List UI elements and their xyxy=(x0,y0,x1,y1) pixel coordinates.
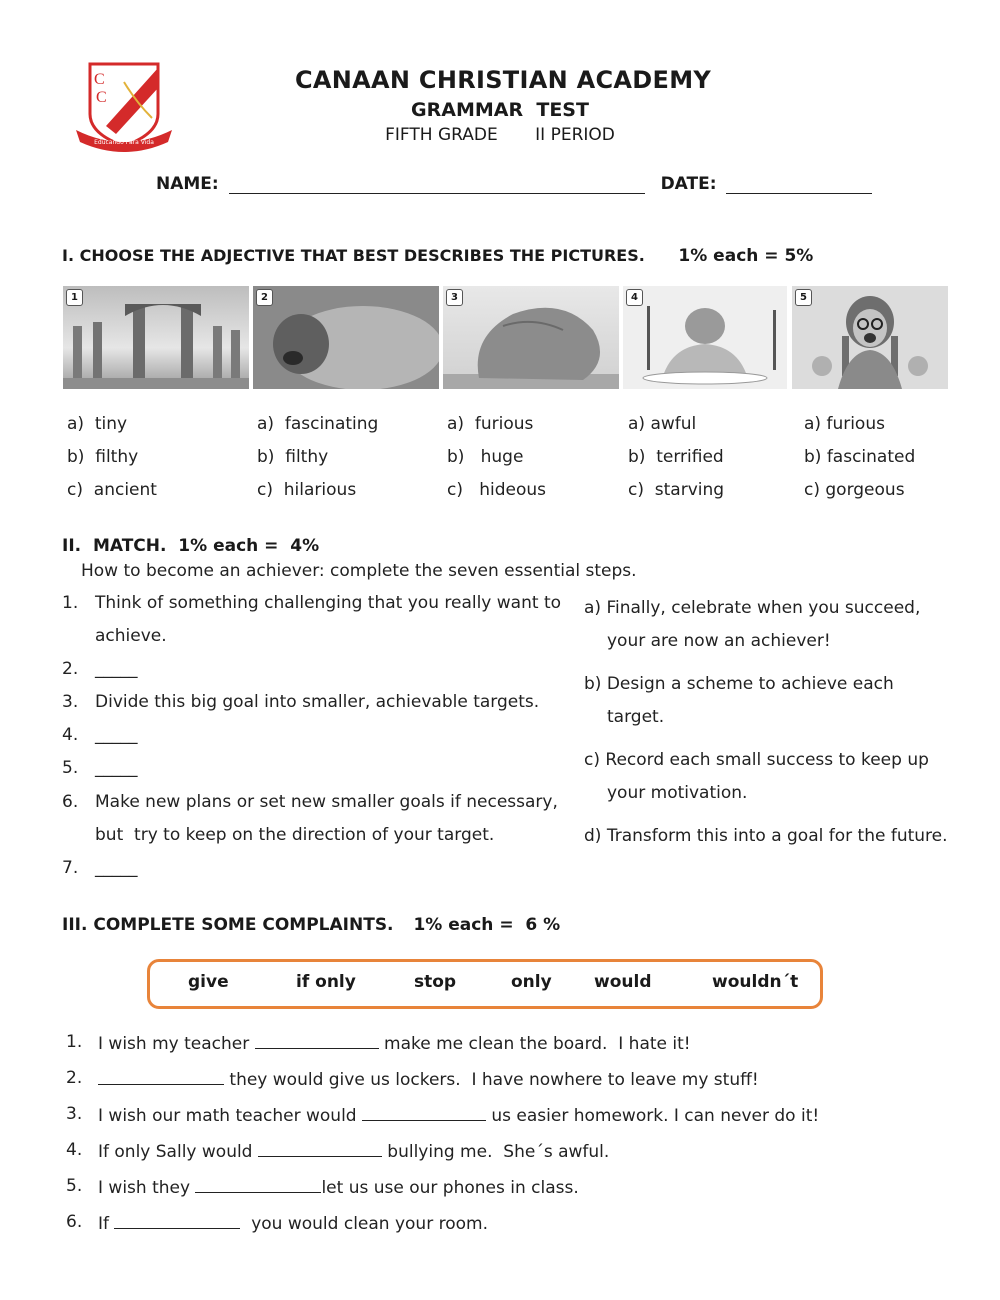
options-picture-1 xyxy=(67,414,157,513)
answer-c-cont: your motivation. xyxy=(607,783,748,803)
option-a[interactable]: a) furious xyxy=(804,414,885,434)
section-2-title: II. MATCH. 1% each = 4% xyxy=(62,536,320,556)
answer-b: b) Design a scheme to achieve each xyxy=(584,674,894,694)
option-b[interactable]: b) fascinated xyxy=(804,447,916,467)
blank-4[interactable] xyxy=(258,1140,382,1157)
option-c[interactable]: c) ancient xyxy=(67,480,157,500)
step-5-blank[interactable]: _____ xyxy=(95,758,138,778)
hungry-child-icon xyxy=(623,286,787,389)
date-field[interactable] xyxy=(726,175,872,194)
sentence-1: 1. I wish my teacher make me clean the board. I hate it! xyxy=(66,1032,691,1054)
options-picture-2 xyxy=(257,414,378,513)
picture-number: 5 xyxy=(795,289,812,306)
picture-3 xyxy=(443,286,619,389)
step-5: 5. _____ xyxy=(62,758,138,778)
school-name: CANAAN CHRISTIAN ACADEMY xyxy=(294,66,712,94)
answer-d: d) Transform this into a goal for the future. xyxy=(584,826,948,846)
option-c[interactable]: c) hilarious xyxy=(257,480,357,500)
options-picture-5 xyxy=(804,414,915,513)
grade-period xyxy=(0,125,1000,145)
word-only: only xyxy=(511,972,552,992)
blank-6[interactable] xyxy=(114,1212,240,1229)
step-3: 3. Divide this big goal into smaller, achievable targets. xyxy=(62,692,540,712)
date-label: DATE: xyxy=(660,174,717,194)
sentence-5: 5. I wish they let us use our phones in class. xyxy=(66,1176,579,1198)
step-4: 4. _____ xyxy=(62,725,138,745)
option-b[interactable]: b) huge xyxy=(447,447,524,467)
grade-label: FIFTH GRADE xyxy=(385,125,498,145)
step-2-blank[interactable]: _____ xyxy=(95,659,138,679)
option-c[interactable]: c) gorgeous xyxy=(804,480,905,500)
option-b[interactable]: b) filthy xyxy=(257,447,329,467)
blank-5[interactable] xyxy=(195,1176,321,1193)
step-6-cont: but try to keep on the direction of your target. xyxy=(95,825,495,845)
option-c[interactable]: c) hideous xyxy=(447,480,546,500)
sentence-4: 4. If only Sally would bullying me. She´s awful. xyxy=(66,1140,610,1162)
picture-1 xyxy=(63,286,249,389)
steps-list xyxy=(62,593,582,893)
picture-number: 2 xyxy=(256,289,273,306)
sentence-3: 3. I wish our math teacher would us easier homework. I can never do it! xyxy=(66,1104,820,1126)
word-bank xyxy=(147,959,823,1009)
ancient-ruins-icon xyxy=(63,286,249,389)
section-1-points: 1% each = 5% xyxy=(678,246,814,266)
crest-letter-3: A xyxy=(134,120,144,135)
name-date-row xyxy=(156,174,872,194)
section-1-title: I. CHOOSE THE ADJECTIVE THAT BEST DESCRIBES THE PICTURES. 1% each = 5% xyxy=(62,246,814,266)
excited-girl-icon xyxy=(792,286,948,389)
options-picture-4 xyxy=(628,414,724,513)
step-6: 6. Make new plans or set new smaller goals if necessary, xyxy=(62,792,558,812)
period-label: II PERIOD xyxy=(535,125,615,145)
test-title: GRAMMAR TEST xyxy=(411,99,589,121)
complaints-list xyxy=(66,1032,946,1242)
word-if-only: if only xyxy=(296,972,356,992)
section-2-intro: How to become an achiever: complete the seven essential steps. xyxy=(81,561,637,581)
blank-2[interactable] xyxy=(98,1068,224,1085)
answer-b-cont: target. xyxy=(607,707,665,727)
dirty-dog-icon xyxy=(253,286,439,389)
step-7-blank[interactable]: _____ xyxy=(95,858,138,878)
word-wouldnt: wouldn´t xyxy=(712,972,799,992)
crest-ribbon-text: Educando Para Vida xyxy=(94,139,154,146)
sentence-2: 2. they would give us lockers. I have nowhere to leave my stuff! xyxy=(66,1068,759,1090)
picture-row xyxy=(63,286,948,389)
crest-letter-2: C xyxy=(96,89,107,106)
option-a[interactable]: a) awful xyxy=(628,414,697,434)
option-a[interactable]: a) tiny xyxy=(67,414,128,434)
picture-number: 3 xyxy=(446,289,463,306)
answer-c: c) Record each small success to keep up xyxy=(584,750,929,770)
picture-4 xyxy=(623,286,787,389)
option-c[interactable]: c) starving xyxy=(628,480,725,500)
step-1-cont: achieve. xyxy=(95,626,167,646)
answer-a-cont: your are now an achiever! xyxy=(607,631,831,651)
answer-a: a) Finally, celebrate when you succeed, xyxy=(584,598,921,618)
option-a[interactable]: a) fascinating xyxy=(257,414,379,434)
huge-rock-icon xyxy=(443,286,619,389)
picture-number: 4 xyxy=(626,289,643,306)
step-4-blank[interactable]: _____ xyxy=(95,725,138,745)
option-b[interactable]: b) filthy xyxy=(67,447,139,467)
section-3-title: III. COMPLETE SOME COMPLAINTS. 1% each = 6 % xyxy=(62,915,561,935)
step-1: 1. Think of something challenging that you really want to xyxy=(62,593,562,613)
name-field[interactable] xyxy=(229,175,645,194)
section-3-points: 1% each = 6 % xyxy=(413,915,561,935)
blank-1[interactable] xyxy=(255,1032,379,1049)
blank-3[interactable] xyxy=(362,1104,486,1121)
word-would: would xyxy=(594,972,652,992)
picture-2 xyxy=(253,286,439,389)
picture-number: 1 xyxy=(66,289,83,306)
picture-5 xyxy=(792,286,948,389)
options-picture-3 xyxy=(447,414,546,513)
sentence-6: 6. If you would clean your room. xyxy=(66,1212,488,1234)
answers-list xyxy=(584,598,984,858)
name-label: NAME: xyxy=(156,174,219,194)
crest-letter-1: C xyxy=(94,71,105,88)
word-give: give xyxy=(188,972,229,992)
option-b[interactable]: b) terrified xyxy=(628,447,724,467)
option-a[interactable]: a) furious xyxy=(447,414,534,434)
step-7: 7. _____ xyxy=(62,858,138,878)
word-stop: stop xyxy=(414,972,457,992)
step-2: 2. _____ xyxy=(62,659,138,679)
